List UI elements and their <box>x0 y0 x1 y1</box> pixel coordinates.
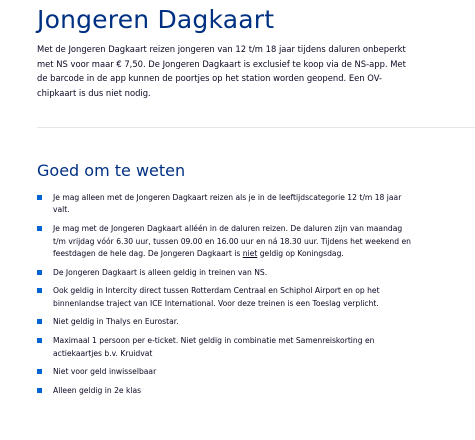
bullet-square-icon <box>37 288 42 293</box>
list-item <box>37 316 412 328</box>
list-item <box>37 335 412 360</box>
bullet-square-icon <box>37 338 42 343</box>
list-item-text <box>53 224 411 258</box>
bullet-square-icon <box>37 270 42 275</box>
list-item-text-part: Je mag met de Jongeren Dagkaart alléén in de daluren reizen. De daluren zijn van maandag t/m vrijdag vóór 6.30 uur, tussen 09.00 en 16.00 uur en ná 18.30 uur. Tijdens het weekend en feestdagen de hele dag. De Jongeren Dagkaart is <box>53 224 411 258</box>
list-item <box>37 223 412 260</box>
list-item-text: Je mag alleen met de Jongeren Dagkaart reizen als je in de leeftijdscategorie 12 t/m 18 jaar valt. <box>53 193 402 215</box>
section-title: Goed om te weten <box>37 161 186 180</box>
list-item <box>37 267 412 279</box>
info-list <box>37 192 412 404</box>
list-item-text-part: geldig op Koningsdag. <box>257 248 344 258</box>
list-item-text: Niet voor geld inwisselbaar <box>53 367 157 377</box>
list-item <box>37 385 412 397</box>
list-item-text: De Jongeren Dagkaart is alleen geldig in treinen van NS. <box>53 267 268 277</box>
section-divider <box>37 127 475 128</box>
list-item-text: Alleen geldig in 2e klas <box>53 385 142 395</box>
list-item-text: Ook geldig in Intercity direct tussen Rotterdam Centraal en Schiphol Airport en op het binnenlandse traject van ICE International. Voor deze treinen is een Toeslag verplicht. <box>53 286 380 308</box>
page-title: Jongeren Dagkaart <box>37 5 275 34</box>
bullet-square-icon <box>37 319 42 324</box>
list-item <box>37 366 412 378</box>
intro-paragraph: Met de Jongeren Dagkaart reizen jongeren van 12 t/m 18 jaar tijdens daluren onbeperkt met NS voor maar € 7,50. De Jongeren Dagkaart is exclusief te koop via de NS-app. Met de barcode in de app kunnen de poortjes op het station worden geopend. Een OV-chipkaart is dus niet nodig. <box>37 44 406 99</box>
list-item <box>37 285 412 310</box>
list-item-text: Niet geldig in Thalys en Eurostar. <box>53 317 179 327</box>
bullet-square-icon <box>37 388 42 393</box>
bullet-square-icon <box>37 226 42 231</box>
underlined-emphasis: niet <box>242 248 258 258</box>
bullet-square-icon <box>37 369 42 374</box>
list-item <box>37 192 412 217</box>
bullet-square-icon <box>37 195 42 200</box>
list-item-text: Maximaal 1 persoon per e-ticket. Niet geldig in combinatie met Samenreiskorting en actiekaartjes b.v. Kruidvat <box>53 336 375 358</box>
